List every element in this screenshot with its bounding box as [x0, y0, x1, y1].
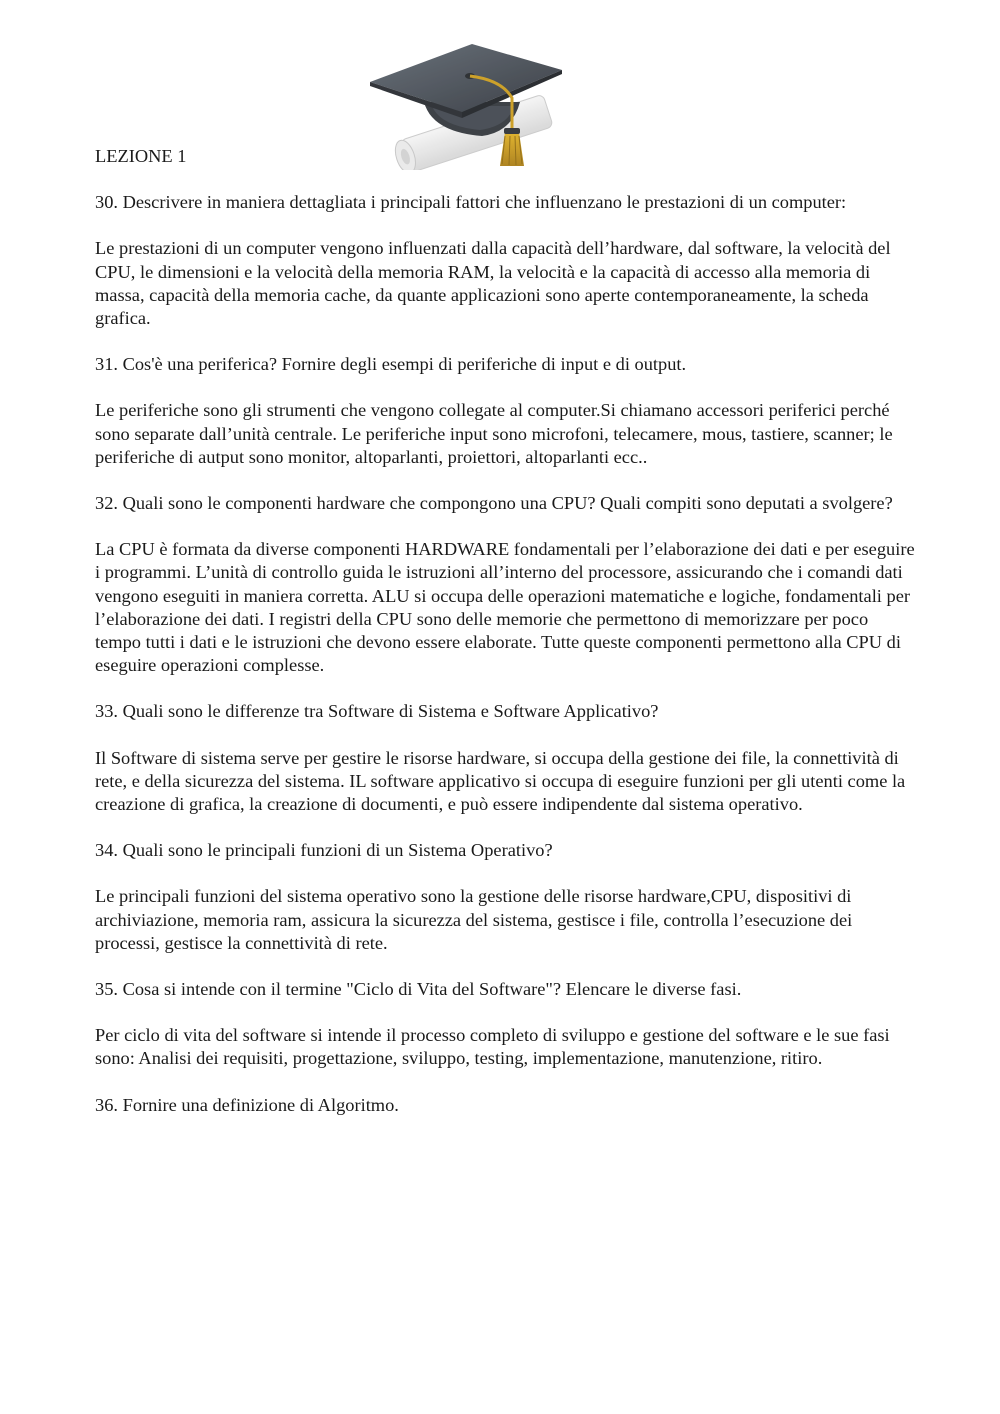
question-34: 34. Quali sono le principali funzioni di un Sistema Operativo? [95, 840, 553, 861]
question-32: 32. Quali sono le componenti hardware che compongono una CPU? Quali compiti sono deputati a svolgere? [95, 493, 893, 514]
question-36: 36. Fornire una definizione di Algoritmo. [95, 1094, 399, 1115]
question-33: 33. Quali sono le differenze tra Software di Sistema e Software Applicativo? [95, 701, 659, 722]
lesson-title: LEZIONE 1 [95, 146, 187, 166]
question-35: 35. Cosa si intende con il termine "Ciclo di Vita del Software"? Elencare le diverse fasi. [95, 979, 742, 1000]
answer-34: Le principali funzioni del sistema operativo sono la gestione delle risorse hardware,CPU, dispositivi di archiviazione, memoria ram, assicura la sicurezza del sistema, gestisce i file, controlla l’esecuzione dei processi, gestisce la connettività di rete. [95, 886, 853, 953]
question-30: 30. Descrivere in maniera dettagliata i principali fattori che influenzano le prestazioni di un computer: [95, 192, 847, 213]
document-content [95, 145, 915, 1140]
answer-35: Per ciclo di vita del software si intende il processo completo di sviluppo e gestione del software e le sue fasi sono: Analisi dei requisiti, progettazione, sviluppo, testing, implementazione, manutenzione, ritiro. [95, 1025, 890, 1069]
answer-33: Il Software di sistema serve per gestire le risorse hardware, si occupa della gestione dei file, la connettività di rete, e della sicurezza del sistema. IL software applicativo si occupa di eseguire funzioni per gli utenti come la creazione di grafica, la creazione di documenti, e può essere indipendente dal sistema operativo. [95, 747, 906, 815]
answer-30: Le prestazioni di un computer vengono influenzati dalla capacità dell’hardware, dal software, la velocità del CPU, le dimensioni e la velocità della memoria RAM, la velocità e la capacità di accesso alla memoria di massa, capacità della memoria cache, da quante applicazioni sono aperte contemporaneamente, la scheda grafica. [95, 238, 891, 329]
question-31: 31. Cos'è una periferica? Fornire degli esempi di periferiche di input e di output. [95, 354, 687, 375]
answer-31: Le periferiche sono gli strumenti che vengono collegate al computer.Si chiamano accessori periferici perché sono separate dall’unità centrale. Le periferiche input sono microfoni, telecamere, mous, tastiere, scanner; le periferiche di autput sono monitor, altoparlanti, proiettori, altoparlanti ecc.. [95, 400, 893, 467]
answer-32: La CPU è formata da diverse componenti HARDWARE fondamentali per l’elaborazione dei dati e per eseguire i programmi. L’unità di controllo guida le istruzioni all’interno del processore, assicurando che i comandi dati vengono eseguiti in maniera corretta. ALU si occupa delle operazioni matematiche e logiche, fondamentali per l’elaborazione dei dati. I registri della CPU sono delle memorie che permettono di memorizzare per poco tempo tutti i dati e le istruzioni che devono essere elaborate. Tutte queste componenti permettono alla CPU di eseguire operazioni complesse. [95, 539, 915, 676]
